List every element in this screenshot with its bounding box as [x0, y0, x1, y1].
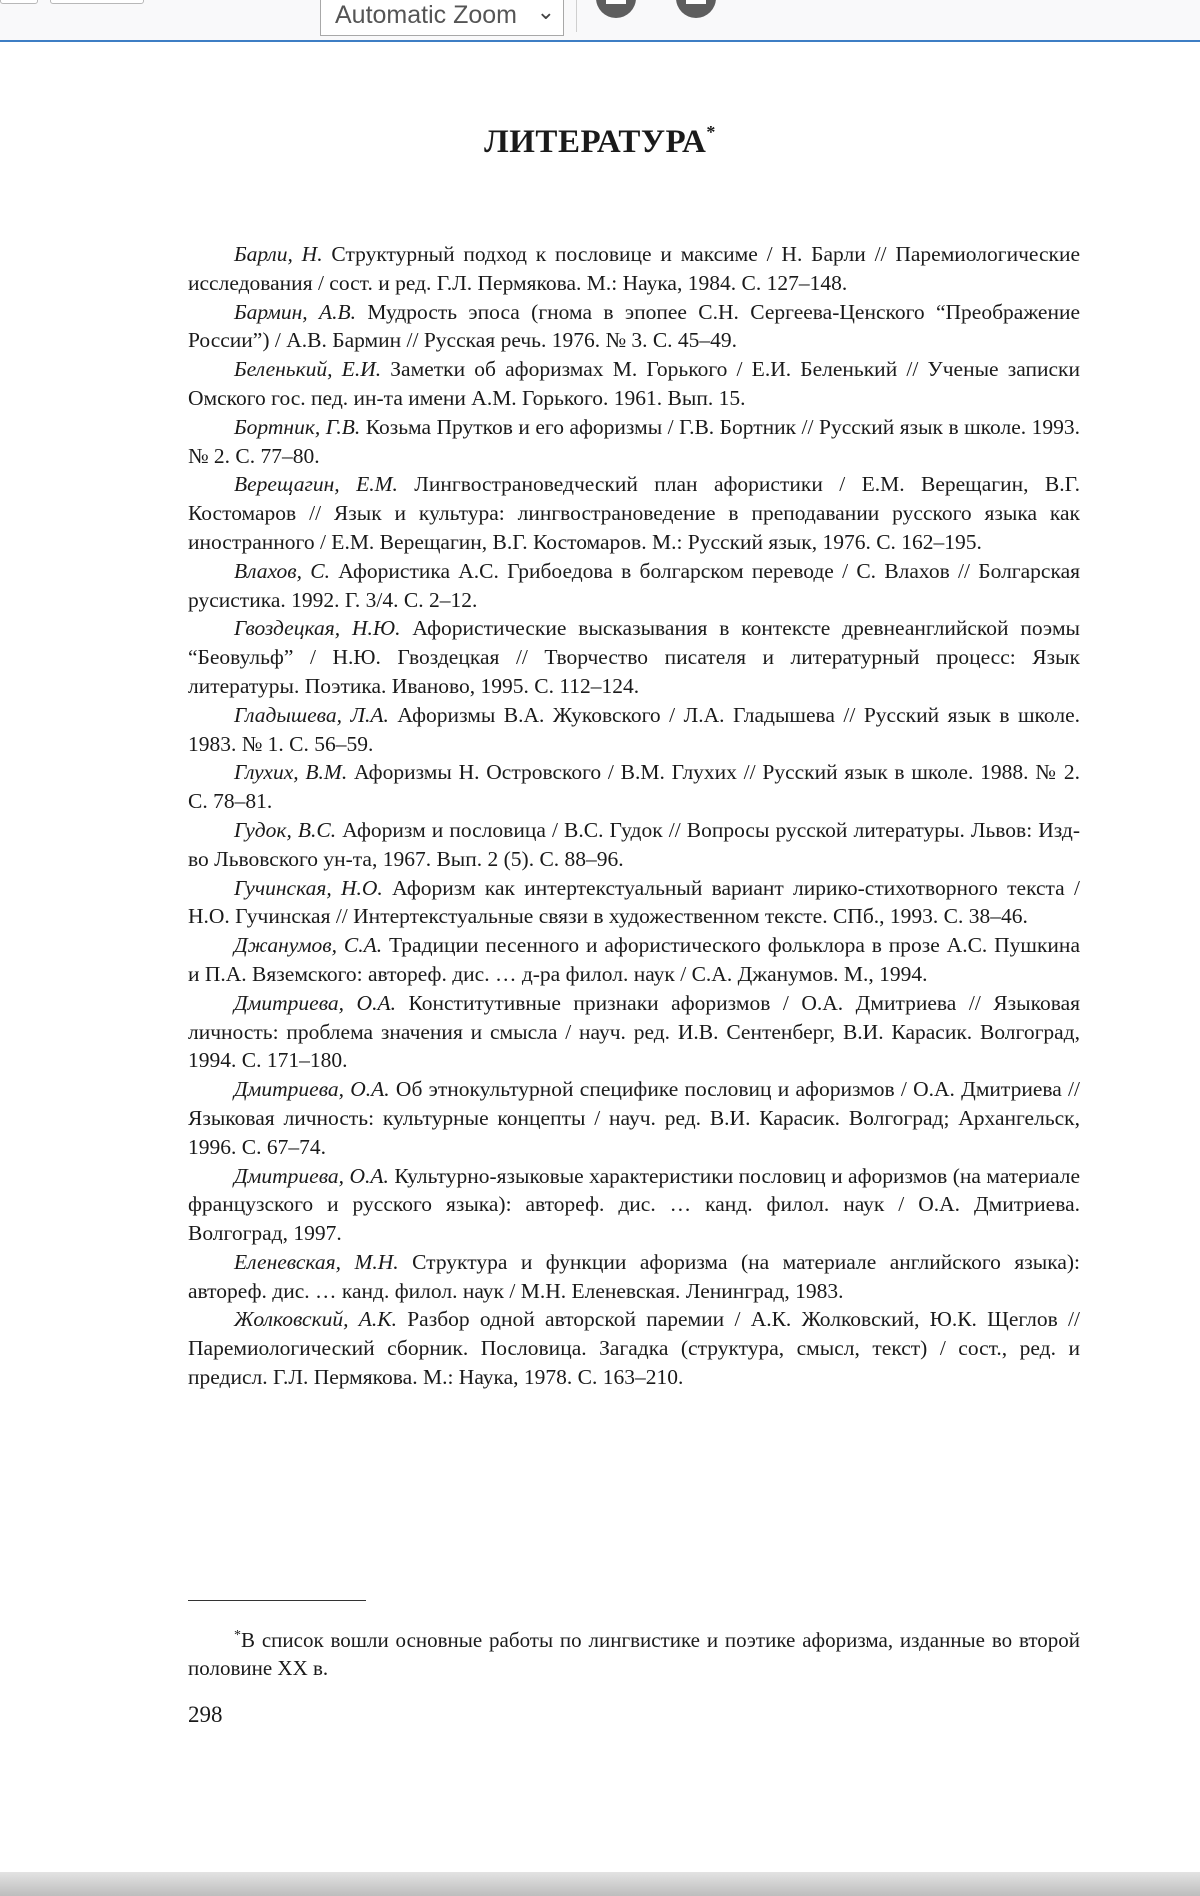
- title-footnote-mark: *: [706, 122, 716, 142]
- reference-author: Жолковский, А.К.: [234, 1307, 397, 1332]
- reference-author: Еленевская, М.Н.: [234, 1249, 399, 1274]
- reference-entry: [188, 931, 1080, 989]
- reference-text: Конститутивные признаки афоризмов / О.А. Дмитриева // Языковая личность: проблема значения и смысла / науч. ред. И.В. Сентенберг, В.И. Карасик. Волгоград, 1994. С. 171–180.: [188, 990, 1080, 1073]
- footnote: [188, 1622, 1080, 1682]
- reference-author: Гудок, В.С.: [234, 817, 337, 842]
- reference-text: Афоризм как интертекстуальный вариант лирико-стихотворного текста / Н.О. Гучинская // Интертекстуальные связи в художественном тексте. СПб., 1993. С. 38–46.: [188, 875, 1080, 929]
- reference-author: Дмитриева, О.А.: [234, 990, 396, 1015]
- reference-author: Бармин, А.В.: [234, 299, 357, 324]
- toolbar-button[interactable]: [50, 0, 144, 4]
- reference-text: Структурный подход к пословице и максиме / Н. Барли // Паремиологические исследования / сост. и ред. Г.Л. Пермякова. М.: Наука, 1984. С. 127–148.: [188, 242, 1081, 295]
- reference-text: Мудрость эпоса (гнома в эпопее С.Н. Сергеева-Ценского “Преображение России”) / А.В. Бармин // Русская речь. 1976. № 3. С. 45–49.: [188, 299, 1081, 353]
- reference-author: Гучинская, Н.О.: [234, 875, 383, 900]
- footnote-mark: *: [234, 1628, 241, 1643]
- reference-author: Гвоздецкая, Н.Ю.: [234, 616, 401, 641]
- zoom-in-icon[interactable]: [676, 0, 716, 18]
- reference-author: Влахов, С.: [234, 558, 330, 583]
- reference-text: Культурно-языковые характеристики пословиц и афоризмов (на материале французского и русского языка): автореф. дис. … канд. филол. наук / О.А. Дмитриева. Волгоград, 1997.: [188, 1163, 1080, 1246]
- reference-entry: [188, 557, 1080, 615]
- page-number: 298: [188, 1702, 223, 1727]
- viewer-toolbar: [0, 0, 1200, 42]
- zoom-select[interactable]: [320, 0, 564, 36]
- reference-text: Лингвострановедческий план афористики / Е.М. Верещагин, В.Г. Костомаров // Язык и культура: лингвострановедение в преподавании русского языка как иностранного / Е.М. Верещагин, В.Г. Костомаров. М.: Русский язык, 1976. С. 162–195.: [188, 472, 1080, 554]
- reference-entry: [188, 1075, 1080, 1161]
- reference-text: Козьма Прутков и его афоризмы / Г.В. Бортник // Русский язык в школе. 1993. № 2. С. 77–80.: [188, 414, 1080, 468]
- reference-entry: [188, 758, 1080, 816]
- toolbar-separator: [576, 0, 577, 32]
- reference-entry: [188, 989, 1080, 1075]
- reference-list: [188, 240, 1080, 1392]
- reference-author: Дмитриева, О.А.: [234, 1077, 390, 1102]
- zoom-select-value: Automatic Zoom: [335, 1, 518, 29]
- reference-text: Афористические высказывания в контексте древнеанглийской поэмы “Беовульф” / Н.Ю. Гвоздецкая // Творчество писателя и литературный процесс: Язык литературы. Поэтика. Иваново, 1995. С. 112–124.: [188, 616, 1080, 698]
- reference-entry: [188, 298, 1080, 356]
- reference-entry: [188, 1162, 1080, 1248]
- reference-entry: [188, 701, 1080, 759]
- reference-text: Афоризмы В.А. Жуковского / Л.А. Гладышева // Русский язык в школе. 1983. № 1. С. 56–59.: [188, 702, 1081, 756]
- reference-author: Гладышева, Л.А.: [234, 702, 389, 727]
- reference-author: Джанумов, С.А.: [234, 933, 383, 958]
- page-title: [0, 122, 1200, 161]
- reference-text: Структура и функции афоризма (на материале английского языка): автореф. дис. … канд. филол. наук / М.Н. Еленевская. Ленинград, 1983.: [188, 1249, 1080, 1303]
- reference-entry: [188, 470, 1080, 556]
- reference-text: Разбор одной авторской паремии / А.К. Жолковский, Ю.К. Щеглов // Паремиологический сборник. Пословица. Загадка (структура, смысл, текст) / сост., ред. и предисл. Г.Л. Пермякова. М.: Наука, 1978. С. 163–210.: [188, 1307, 1080, 1390]
- reference-entry: [188, 1248, 1080, 1306]
- reference-author: Бортник, Г.В.: [234, 414, 361, 439]
- reference-text: Традиции песенного и афористического фольклора в прозе А.С. Пушкина и П.А. Вяземского: автореф. дис. … д-ра филол. наук / С.А. Джанумов. М., 1994.: [188, 933, 1080, 986]
- reference-text: Заметки об афоризмах М. Горького / Е.И. Беленький // Ученые записки Омского гос. пед. ин-та имени А.М. Горького. 1961. Вып. 15.: [188, 357, 1080, 410]
- reference-text: Афористика А.С. Грибоедова в болгарском переводе / С. Влахов // Болгарская русистика. 1992. Г. 3/4. С. 2–12.: [188, 558, 1080, 612]
- title-text: ЛИТЕРАТУРА: [484, 124, 707, 160]
- chevron-down-icon: ⌄: [536, 0, 555, 24]
- reference-entry: [188, 614, 1080, 700]
- reference-entry: [188, 816, 1080, 874]
- zoom-out-icon[interactable]: [596, 0, 636, 18]
- footnote-divider: [188, 1600, 366, 1601]
- reference-text: Афоризм и пословица / В.С. Гудок // Вопросы русской литературы. Львов: Изд-во Львовского ун-та, 1967. Вып. 2 (5). С. 88–96.: [188, 817, 1080, 871]
- reference-entry: [188, 413, 1080, 471]
- reference-author: Дмитриева, О.А.: [234, 1163, 389, 1188]
- reference-text: Об этнокультурной специфике пословиц и афоризмов / О.А. Дмитриева // Языковая личность: культурные концепты / науч. ред. В.И. Карасик. Волгоград; Архангельск, 1996. С. 67–74.: [188, 1077, 1080, 1159]
- reference-entry: [188, 240, 1080, 298]
- reference-entry: [188, 874, 1080, 932]
- reference-author: Беленький, Е.И.: [234, 357, 382, 382]
- reference-author: Глухих, В.М.: [234, 760, 348, 785]
- reference-entry: [188, 1305, 1080, 1391]
- reference-text: Афоризмы Н. Островского / В.М. Глухих // Русский язык в школе. 1988. № 2. С. 78–81.: [188, 760, 1080, 814]
- reference-entry: [188, 355, 1080, 413]
- reference-author: Верещагин, Е.М.: [234, 472, 398, 497]
- footnote-text: В список вошли основные работы по лингвистике и поэтике афоризма, изданные во второй половине XX в.: [188, 1628, 1080, 1680]
- reference-author: Барли, Н.: [234, 242, 323, 266]
- viewer-bottom-edge: [0, 1872, 1200, 1896]
- toolbar-button[interactable]: [0, 0, 38, 4]
